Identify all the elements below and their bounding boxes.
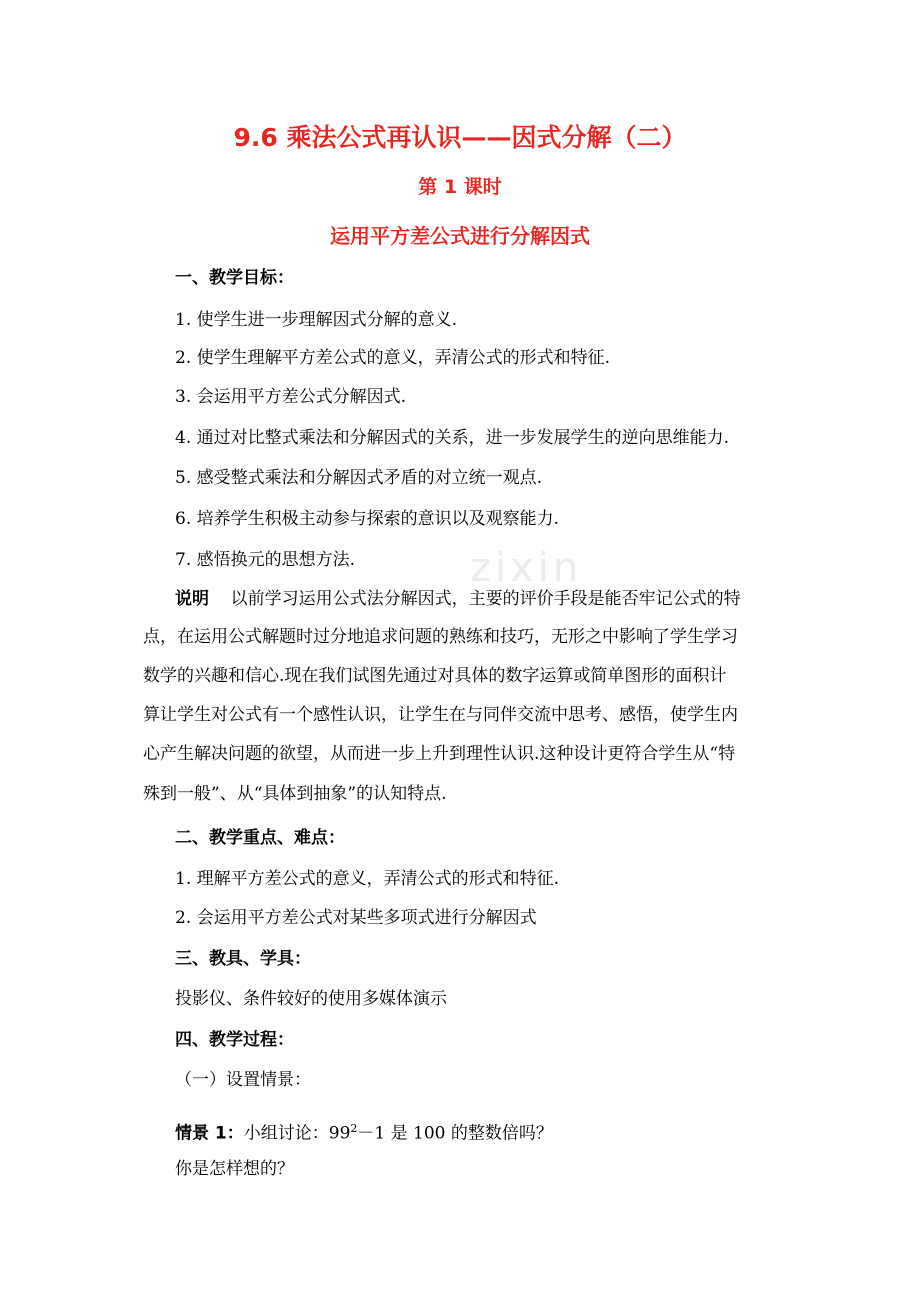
section-heading-process: 四、教学过程： (175, 1030, 294, 1050)
topic-heading: 运用平方差公式进行分解因式 (330, 224, 590, 248)
scene-exponent: 2 (350, 1122, 358, 1135)
note-line: 点，在运用公式解题时过分地追求问题的熟练和技巧，无形之中影响了学生学习 (143, 627, 738, 647)
scene-text-pre: 小组讨论：99 (243, 1123, 351, 1144)
note-line: 算让学生对公式有一个感性认识，让学生在与同伴交流中思考、感悟，使学生内 (143, 705, 738, 725)
section-heading-tools: 三、教具、学具： (175, 949, 311, 969)
note-text: 以前学习运用公式法分解因式，主要的评价手段是能否牢记公式的特 (230, 589, 741, 609)
goal-item: 3. 会运用平方差公式分解因式. (175, 387, 407, 407)
process-subheading: （一）设置情景： (175, 1070, 311, 1090)
keypoint-item: 1. 理解平方差公式的意义，弄清公式的形式和特征. (175, 869, 560, 889)
note-label: 说明 (175, 589, 209, 609)
note-line: 心产生解决问题的欲望，从而进一步上升到理性认识.这种设计更符合学生从“特 (143, 744, 736, 764)
goal-item: 2. 使学生理解平方差公式的意义，弄清公式的形式和特征. (175, 348, 611, 368)
section-heading-keypoints: 二、教学重点、难点： (175, 828, 345, 848)
note-line: 数学的兴趣和信心.现在我们试图先通过对具体的数字运算或简单图形的面积计 (143, 666, 727, 686)
goal-item: 1. 使学生进一步理解因式分解的意义. (175, 310, 458, 330)
goal-item: 7. 感悟换元的思想方法. (175, 550, 356, 570)
scene-question: 你是怎样想的？ (175, 1159, 294, 1179)
note-line: 殊到一般”、从“具体到抽象”的认知特点. (143, 784, 447, 804)
tools-text: 投影仪、条件较好的使用多媒体演示 (175, 989, 447, 1009)
watermark: zixin (470, 545, 583, 591)
note-first-line (175, 587, 741, 611)
scene-label: 情景 1： (175, 1123, 244, 1144)
scene-text-post: －1 是 100 的整数倍吗？ (357, 1123, 553, 1144)
lesson-label: 第 1 课时 (418, 176, 502, 198)
goal-item: 4. 通过对比整式乘法和分解因式的关系，进一步发展学生的逆向思维能力. (175, 428, 730, 448)
goal-item: 5. 感受整式乘法和分解因式矛盾的对立统一观点. (175, 468, 543, 488)
goal-item: 6. 培养学生积极主动参与探索的意识以及观察能力. (175, 509, 560, 529)
keypoint-item: 2. 会运用平方差公式对某些多项式进行分解因式 (175, 908, 537, 928)
scene-1 (175, 1117, 553, 1146)
section-heading-goals: 一、教学目标： (175, 268, 294, 288)
document-title: 9.6 乘法公式再认识——因式分解（二） (233, 123, 687, 152)
